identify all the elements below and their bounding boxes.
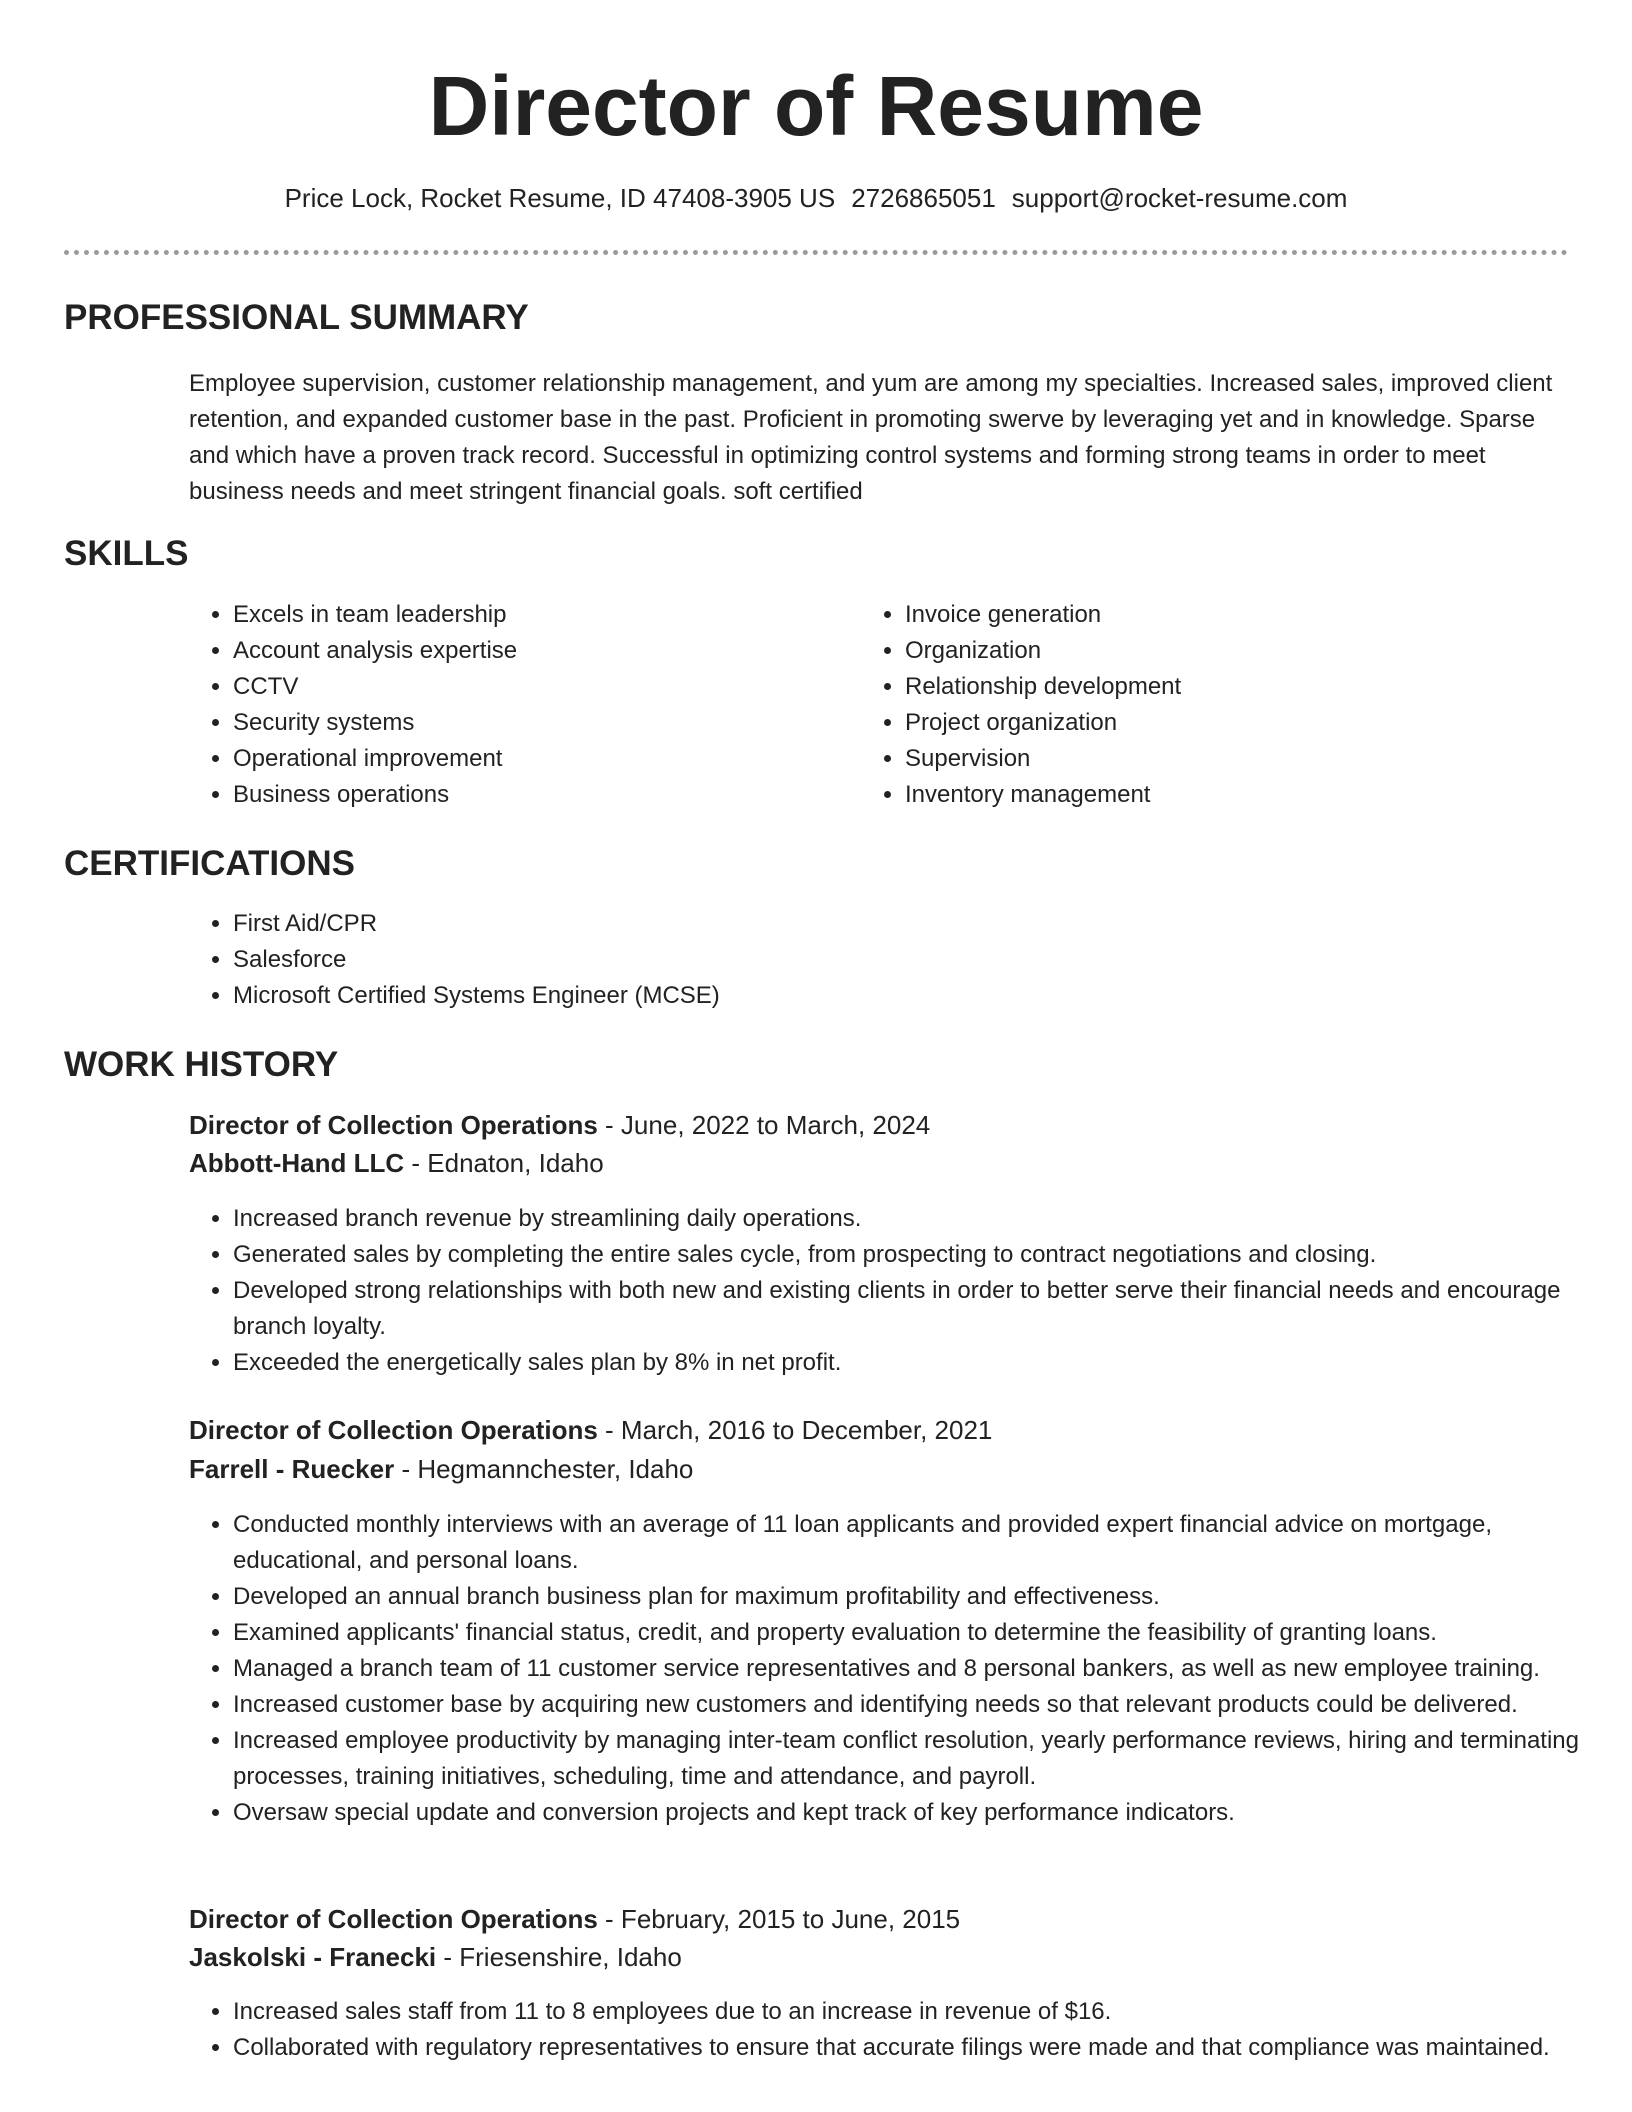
job-title-line bbox=[189, 1411, 992, 1449]
job-dates: - February, 2015 to June, 2015 bbox=[597, 1904, 961, 1934]
contact-phone: 2726865051 bbox=[851, 183, 996, 213]
job-bullet: • Examined applicants' financial status, credit, and property evaluation to determine the feasibility of granting loans. bbox=[233, 1615, 1623, 1651]
skill-item: • Invoice generation bbox=[905, 597, 1585, 633]
job-title: Director of Collection Operations bbox=[189, 1415, 598, 1445]
work-history-heading: WORK HISTORY bbox=[64, 1045, 339, 1084]
skill-item: • Relationship development bbox=[905, 669, 1585, 705]
job-company-line bbox=[189, 1144, 604, 1182]
certifications-heading: CERTIFICATIONS bbox=[64, 844, 356, 883]
contact-email: support@rocket-resume.com bbox=[1011, 183, 1348, 213]
summary-heading: PROFESSIONAL SUMMARY bbox=[64, 298, 529, 337]
skills-list-right bbox=[861, 597, 1585, 813]
job-title: Director of Collection Operations bbox=[189, 1904, 598, 1934]
job-bullet: • Developed strong relationships with both new and existing clients in order to better serve their financial needs and encourage branch loyalty. bbox=[233, 1273, 1623, 1345]
skill-item: • Excels in team leadership bbox=[233, 597, 853, 633]
skill-item: • Inventory management bbox=[905, 777, 1585, 813]
job-bullet: • Increased sales staff from 11 to 8 employees due to an increase in revenue of $16. bbox=[233, 1994, 1623, 2030]
job-location: - Friesenshire, Idaho bbox=[436, 1942, 682, 1972]
job-company: Farrell - Ruecker bbox=[189, 1454, 395, 1484]
skill-item: • Operational improvement bbox=[233, 741, 853, 777]
contact-address: Price Lock, Rocket Resume, ID 47408-3905 US bbox=[284, 183, 836, 213]
skill-item: • Organization bbox=[905, 633, 1585, 669]
job-bullet: • Increased customer base by acquiring new customers and identifying needs so that relevant products could be delivered. bbox=[233, 1687, 1623, 1723]
skill-item: • CCTV bbox=[233, 669, 853, 705]
job-bullet: • Increased employee productivity by managing inter-team conflict resolution, yearly performance reviews, hiring and terminating processes, training initiatives, scheduling, time and attendance, and payroll. bbox=[233, 1723, 1623, 1795]
job-bullet: • Managed a branch team of 11 customer service representatives and 8 personal bankers, as well as new employee training. bbox=[233, 1651, 1623, 1687]
job-bullets bbox=[189, 1994, 1623, 2066]
skill-item: • Account analysis expertise bbox=[233, 633, 853, 669]
job-bullet: • Conducted monthly interviews with an average of 11 loan applicants and provided expert financial advice on mortgage, educational, and personal loans. bbox=[233, 1507, 1623, 1579]
skill-item: • Project organization bbox=[905, 705, 1585, 741]
job-company-line bbox=[189, 1450, 693, 1488]
job-title-line bbox=[189, 1106, 930, 1144]
job-bullet: • Generated sales by completing the entire sales cycle, from prospecting to contract negotiations and closing. bbox=[233, 1237, 1623, 1273]
skill-item: • Security systems bbox=[233, 705, 853, 741]
job-company-line bbox=[189, 1938, 682, 1976]
job-company: Jaskolski - Franecki bbox=[189, 1942, 437, 1972]
skill-item: • Supervision bbox=[905, 741, 1585, 777]
skill-item: • Business operations bbox=[233, 777, 853, 813]
job-location: - Hegmannchester, Idaho bbox=[394, 1454, 694, 1484]
job-bullets bbox=[189, 1201, 1623, 1381]
header-divider bbox=[64, 250, 1568, 255]
resume-name: Director of Resume bbox=[428, 59, 1204, 153]
job-bullets bbox=[189, 1507, 1623, 1831]
job-dates: - March, 2016 to December, 2021 bbox=[597, 1415, 993, 1445]
job-title-line bbox=[189, 1900, 960, 1938]
certification-item: • Salesforce bbox=[233, 942, 1533, 978]
contact-line bbox=[0, 180, 1632, 216]
job-location: - Ednaton, Idaho bbox=[404, 1148, 604, 1178]
job-bullet: • Collaborated with regulatory representatives to ensure that accurate filings were made and that compliance was maintained. bbox=[233, 2030, 1623, 2066]
skills-list-left bbox=[189, 597, 853, 813]
certifications-list bbox=[189, 906, 1533, 1014]
job-company: Abbott-Hand LLC bbox=[189, 1148, 405, 1178]
job-dates: - June, 2022 to March, 2024 bbox=[597, 1110, 931, 1140]
job-title: Director of Collection Operations bbox=[189, 1110, 598, 1140]
job-bullet: • Oversaw special update and conversion projects and kept track of key performance indicators. bbox=[233, 1795, 1623, 1831]
job-bullet: • Exceeded the energetically sales plan by 8% in net profit. bbox=[233, 1345, 1623, 1381]
skills-heading: SKILLS bbox=[64, 534, 189, 573]
job-bullet: • Developed an annual branch business plan for maximum profitability and effectiveness. bbox=[233, 1579, 1623, 1615]
certification-item: • First Aid/CPR bbox=[233, 906, 1533, 942]
job-bullet: • Increased branch revenue by streamlining daily operations. bbox=[233, 1201, 1623, 1237]
certification-item: • Microsoft Certified Systems Engineer (MCSE) bbox=[233, 978, 1533, 1014]
summary-text: Employee supervision, customer relationship management, and yum are among my specialties. Increased sales, improved client retention, and expanded customer base in the past. Proficient in promoting swerve by leveraging yet and in knowledge. Sparse and which have a proven track record. Successful in optimizing control systems and forming strong teams in order to meet business needs and meet stringent financial goals. soft certified bbox=[189, 370, 1553, 505]
